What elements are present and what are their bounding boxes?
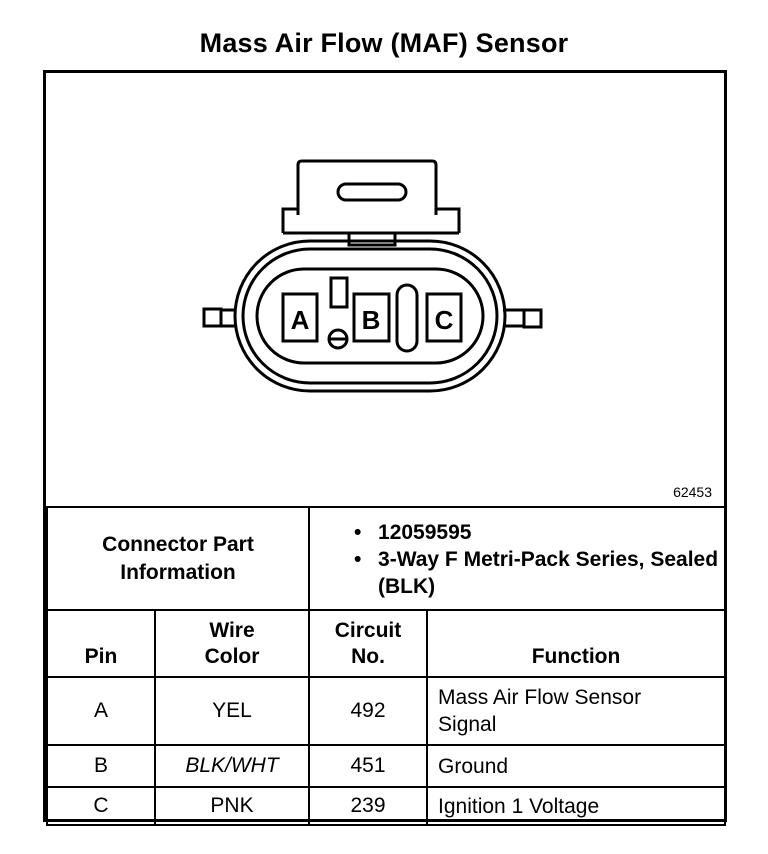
connector-info-list: [309, 507, 725, 610]
connector-diagram: [46, 73, 724, 507]
cell-wire-color: PNK: [155, 787, 309, 825]
latch-circle: [329, 330, 347, 348]
key-slot: [331, 278, 347, 307]
cell-wire-color: BLK/WHT: [155, 745, 309, 787]
pin-b-label: B: [361, 305, 381, 335]
table-header-row: [47, 610, 725, 677]
header-wire-color: Wire Color: [155, 610, 309, 677]
pin-a-label: A: [290, 305, 310, 335]
cell-wire-color: YEL: [155, 677, 309, 745]
cell-function: Ground: [427, 745, 725, 787]
connector-info-row: [47, 507, 725, 610]
connector-info-item: • 12059595: [354, 521, 472, 544]
table-row: [47, 787, 725, 825]
cell-pin: A: [47, 677, 155, 745]
header-pin: Pin: [47, 610, 155, 677]
cell-pin: C: [47, 787, 155, 825]
header-circuit-no: Circuit No.: [309, 610, 427, 677]
cell-function: Ignition 1 Voltage: [427, 787, 725, 825]
cell-pin: B: [47, 745, 155, 787]
pin-c-label: C: [434, 305, 454, 335]
locking-tab: [283, 161, 459, 245]
connector-info-item: • 3-Way F Metri-Pack Series, Sealed (BLK): [354, 548, 719, 598]
header-function: Function: [427, 610, 725, 677]
cell-function: Mass Air Flow Sensor Signal: [427, 677, 725, 745]
cell-circuit: 492: [309, 677, 427, 745]
cell-circuit: 451: [309, 745, 427, 787]
polarization-rib: [397, 285, 417, 351]
table-row: [47, 677, 725, 745]
table-row: [47, 745, 725, 787]
diagram-frame: [43, 70, 727, 822]
page-title: Mass Air Flow (MAF) Sensor: [199, 28, 569, 58]
connector-face-drawing: [46, 73, 724, 507]
connector-info-label: Connector Part Information: [47, 507, 309, 610]
figure-number: 62453: [673, 484, 712, 500]
pinout-table: [46, 506, 726, 826]
cell-circuit: 239: [309, 787, 427, 825]
